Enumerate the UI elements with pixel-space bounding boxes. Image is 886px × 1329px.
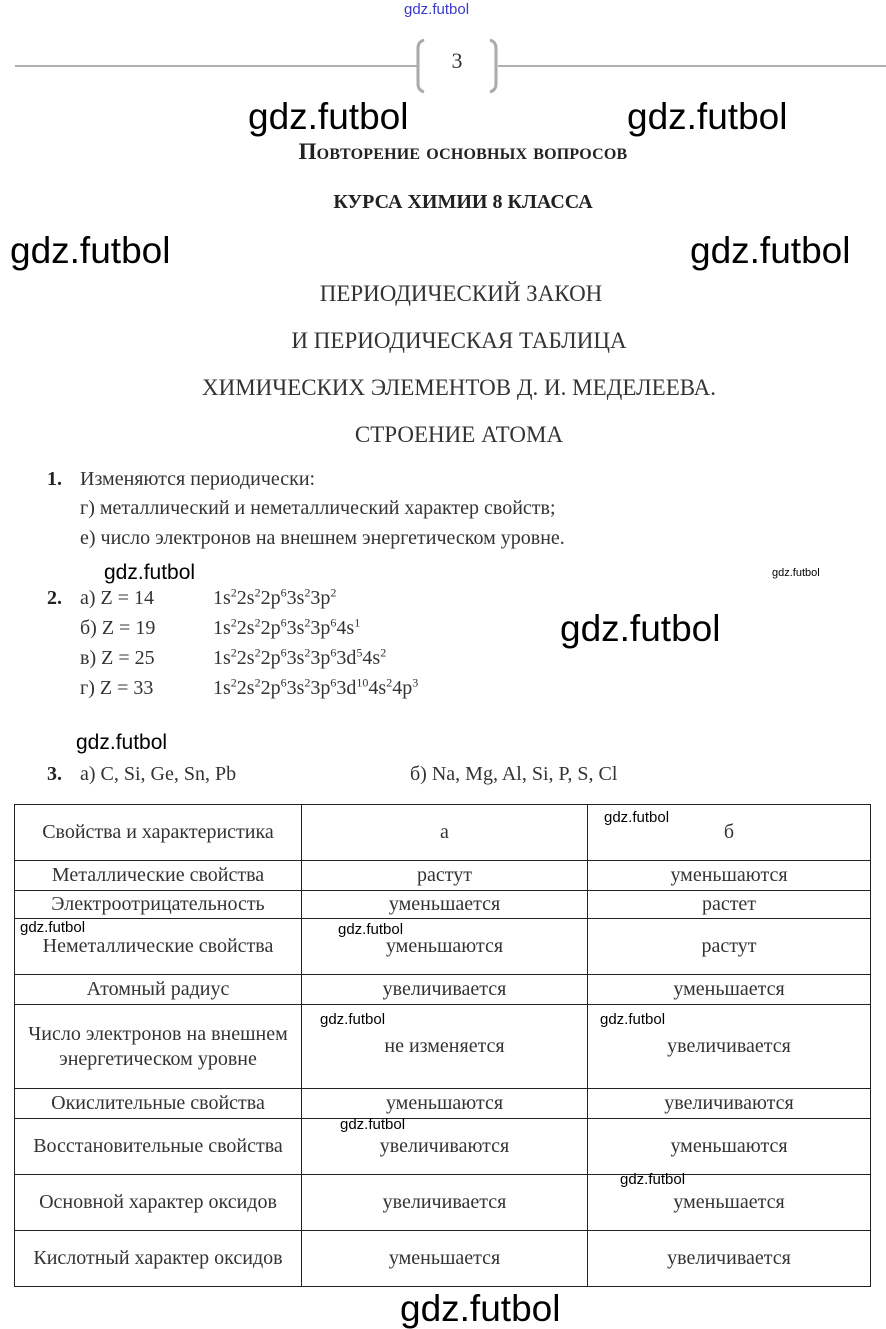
page-number: 3 [451,48,463,73]
property-name-cell: Неметаллические свойства [15,919,302,975]
orbital: 1s [213,647,231,669]
property-name-cell: Электроотрицательность [15,891,302,919]
table-row [15,1005,871,1089]
electron-count: 2 [380,645,387,660]
electron-count: 2 [254,615,261,630]
trend-cell: увеличивается [302,1175,588,1231]
trend-cell: уменьшается [588,1175,871,1231]
watermark: gdz.futbol [400,1288,561,1329]
trend-cell: уменьшаются [302,919,588,975]
electron-count: 5 [356,645,363,660]
orbital: 3p [310,647,331,669]
title-line-1: Повторение основных вопросов [298,139,628,164]
table-row [15,1231,871,1287]
orbital: 4s [362,647,381,669]
orbital: 2s [236,677,255,699]
trend-cell: растет [588,891,871,919]
section-title-line-1: ПЕРИОДИЧЕСКИЙ ЗАКОН [319,281,603,306]
orbital: 3s [286,587,305,609]
q3-answer-a: а) C, Si, Ge, Sn, Pb [80,763,237,785]
watermark: gdz.futbol [338,921,404,938]
electron-count: 2 [254,675,261,690]
q1-intro: Изменяются периодически: [80,468,316,490]
watermark: gdz.futbol [600,1011,666,1028]
watermark: gdz.futbol [76,731,168,754]
electron-count: 6 [330,615,337,630]
orbital: 1s [213,677,231,699]
table-row [15,1175,871,1231]
electron-count: 6 [280,645,287,660]
trend-cell: увеличивается [588,1005,871,1089]
q2-electron-config [213,676,418,700]
watermark: gdz.futbol [10,230,171,271]
table-row [15,861,871,891]
electron-count: 3 [412,675,419,690]
q2-number: 2. [47,587,62,609]
trend-cell: уменьшаются [302,1089,588,1119]
table-row [15,975,871,1005]
orbital: 2s [236,647,255,669]
orbital: 3d [336,647,357,669]
trend-cell: не изменяется [302,1005,588,1089]
property-name-cell: Число электронов на внешнем энергетическом уровне [15,1005,302,1089]
orbital: 2p [260,647,281,669]
orbital: 2s [236,587,255,609]
watermark: gdz.futbol [340,1116,406,1133]
orbital: 3p [310,677,331,699]
section-title-line-3: ХИМИЧЕСКИХ ЭЛЕМЕНТОВ Д. И. МЕДЕЛЕЕВА. [201,375,717,400]
section-title-line-2: И ПЕРИОДИЧЕСКАЯ ТАБЛИЦА [291,328,627,353]
table-header-cell: б [588,805,871,861]
watermark: gdz.futbol [320,1011,386,1028]
q2-item-label: г) Z = 33 [80,677,154,699]
electron-count: 2 [304,585,311,600]
table-row [15,891,871,919]
q1-answer: г) металлический и неметаллический характер свойств; [80,497,556,519]
orbital: 3d [336,677,357,699]
trend-cell: уменьшаются [588,1119,871,1175]
electron-count: 2 [304,645,311,660]
orbital: 3p [310,617,331,639]
electron-count: 10 [356,675,369,690]
trend-cell: увеличивается [302,975,588,1005]
trend-cell: увеличиваются [302,1119,588,1175]
electron-count: 6 [330,645,337,660]
header-rule-left [15,65,417,67]
orbital: 2s [236,617,255,639]
orbital: 3p [310,587,331,609]
orbital: 1s [213,617,231,639]
trend-cell: увеличивается [588,1231,871,1287]
orbital: 2p [260,677,281,699]
electron-count: 2 [330,585,337,600]
watermark: gdz.futbol [560,608,721,649]
property-name-cell: Атомный радиус [15,975,302,1005]
electron-count: 2 [230,675,237,690]
property-name-cell: Основной характер оксидов [15,1175,302,1231]
electron-count: 6 [280,675,287,690]
table-header-cell: а [302,805,588,861]
q2-item-label: б) Z = 19 [80,617,156,639]
property-name-cell: Восстановительные свойства [15,1119,302,1175]
orbital: 3s [286,677,305,699]
orbital: 3s [286,617,305,639]
orbital: 2p [260,587,281,609]
watermark: gdz.futbol [620,1171,686,1188]
property-name-cell: Металлические свойства [15,861,302,891]
table-row [15,1119,871,1175]
trend-cell: растут [588,919,871,975]
electron-count: 2 [386,675,393,690]
electron-count: 2 [230,645,237,660]
q1-answer: е) число электронов на внешнем энергетическом уровне. [80,527,565,549]
watermark: gdz.futbol [248,96,409,137]
trend-cell: уменьшается [302,891,588,919]
electron-count: 2 [304,675,311,690]
electron-count: 2 [230,615,237,630]
q1-number: 1. [47,468,62,490]
electron-count: 6 [280,585,287,600]
section-title-line-4: СТРОЕНИЕ АТОМА [354,422,564,447]
watermark: gdz.futbol [604,809,670,826]
title-line-2: КУРСА ХИМИИ 8 КЛАССА [333,191,593,213]
watermark: gdz.futbol [627,96,788,137]
q2-electron-config [213,616,360,640]
watermark: gdz.futbol [20,919,86,936]
electron-count: 2 [254,585,261,600]
q3-answer-b: б) Na, Mg, Al, Si, P, S, Cl [410,763,618,785]
watermark: gdz.futbol [104,561,196,584]
orbital: 2p [260,617,281,639]
table-row [15,1089,871,1119]
property-name-cell: Окислительные свойства [15,1089,302,1119]
watermark: gdz.futbol [690,230,851,271]
orbital: 3s [286,647,305,669]
trend-cell: растут [302,861,588,891]
electron-count: 6 [330,675,337,690]
orbital: 4p [392,677,413,699]
q2-item-label: в) Z = 25 [80,647,155,669]
orbital: 1s [213,587,231,609]
table-row [15,919,871,975]
table-header-cell: Свойства и характеристика [15,805,302,861]
properties-table [14,804,871,1287]
trend-cell: уменьшается [302,1231,588,1287]
trend-cell: увеличиваются [588,1089,871,1119]
electron-count: 2 [254,645,261,660]
electron-count: 2 [230,585,237,600]
trend-cell: уменьшаются [588,861,871,891]
trend-cell: уменьшается [588,975,871,1005]
table-header-row [15,805,871,861]
orbital: 4s [368,677,387,699]
q3-number: 3. [47,763,62,785]
header-rule-right [498,65,886,67]
top-watermark-link[interactable]: gdz.futbol [404,1,470,18]
orbital: 4s [336,617,355,639]
electron-count: 2 [304,615,311,630]
q2-electron-config [213,646,386,670]
electron-count: 1 [354,615,361,630]
watermark: gdz.futbol [772,567,820,579]
q2-item-label: а) Z = 14 [80,587,155,609]
electron-count: 6 [280,615,287,630]
q2-electron-config [213,586,336,610]
property-name-cell: Кислотный характер оксидов [15,1231,302,1287]
